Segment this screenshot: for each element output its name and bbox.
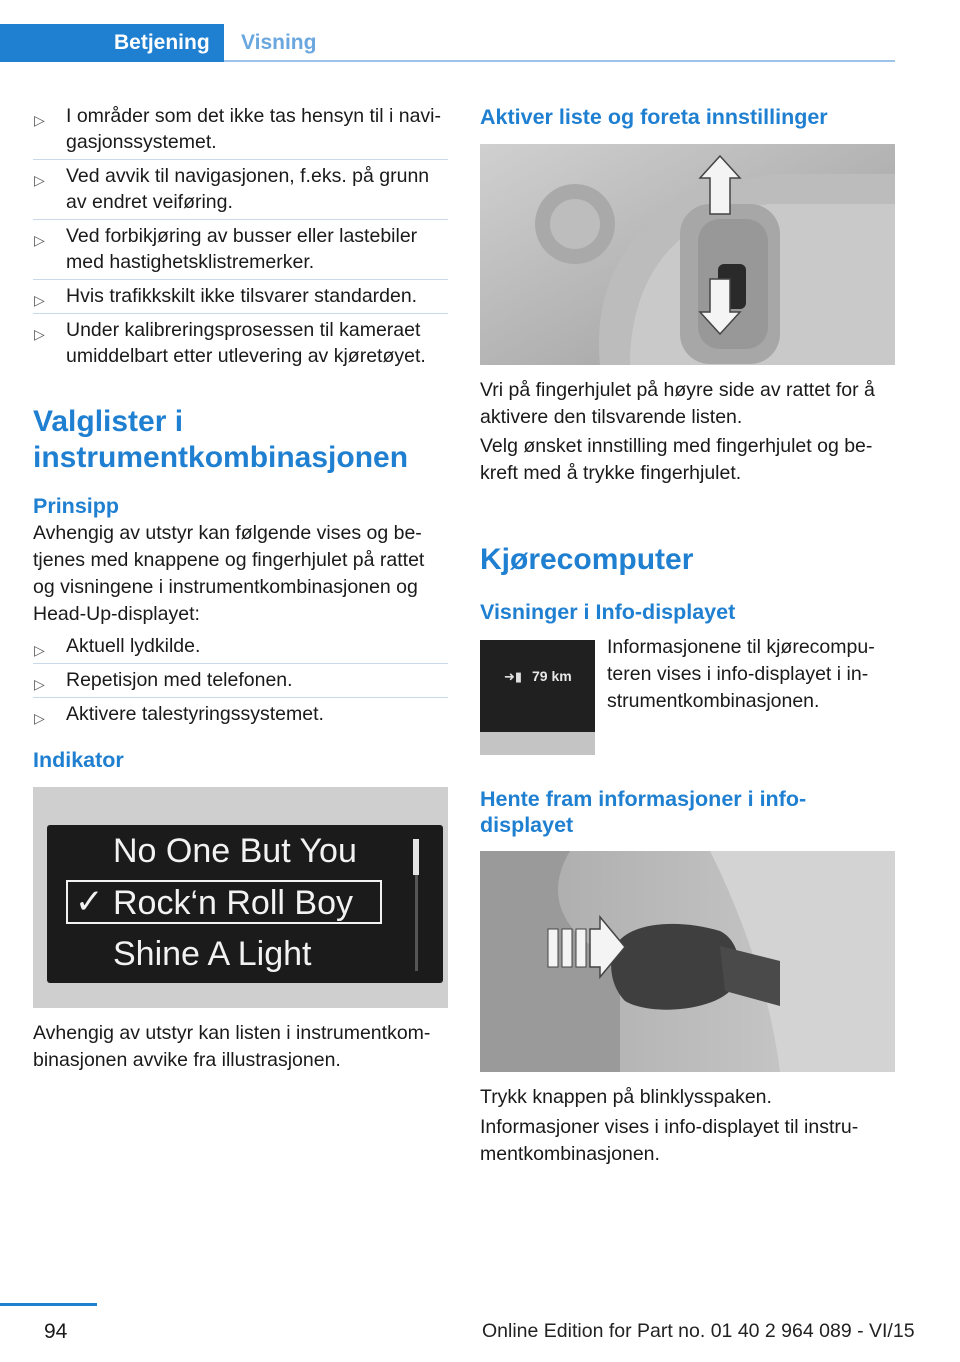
info-display-illustration (480, 640, 595, 755)
display-item-1: No One But You (113, 832, 357, 870)
subsection-title-visninger: Visninger i Info-displayet (480, 600, 736, 624)
info-display-screen (480, 640, 595, 732)
range-readout: 79 km (532, 668, 572, 684)
subsection-title-aktiver: Aktiver liste og foreta innstillinger (480, 105, 828, 129)
steering-wheel-illustration (480, 144, 895, 365)
list-item: ▷ Aktivere talestyringssystemet. (33, 698, 448, 731)
indikator-paragraph: Avhengig av utstyr kan listen i instrumentkom-binasjonen avvike fra illustrasjonen. (33, 1022, 431, 1071)
triangle-right-icon: ▷ (34, 710, 45, 726)
triangle-right-icon: ▷ (34, 292, 45, 308)
section-title-kjorecomputer: Kjørecomputer (480, 543, 694, 576)
visninger-paragraph: Informasjonene til kjørecompu-teren vises i info-displayet i in-strumentkombinasjonen. (607, 636, 875, 712)
tab-betjening[interactable]: Betjening (0, 24, 224, 62)
stalk-drawing (480, 851, 895, 1072)
list-item: ▷ Under kalibreringsprosessen til kameraet umiddelbart etter utlevering av kjøretøyet. (34, 319, 426, 367)
triangle-right-icon: ▷ (34, 172, 45, 188)
steering-wheel-drawing (480, 144, 895, 365)
bullet-list-top (33, 100, 448, 373)
triangle-right-icon: ▷ (34, 232, 45, 248)
display-list-illustration (33, 787, 448, 1008)
subsection-title-prinsipp: Prinsipp (33, 494, 120, 518)
bullet-list-mid (33, 630, 448, 731)
list-item: ▷ Repetisjon med telefonen. (33, 664, 448, 698)
aktiver-paragraph-1: Vri på fingerhjulet på høyre side av rattet for å aktivere den tilsvarende listen. (480, 379, 875, 428)
checkmark-icon: ✓ (75, 883, 104, 921)
triangle-right-icon: ▷ (34, 326, 45, 342)
fuel-pump-icon: ➜▮ (504, 669, 523, 684)
tab-visning[interactable]: Visning (241, 31, 317, 54)
display-item-3: Shine A Light (113, 935, 312, 973)
page-header (0, 0, 960, 62)
list-item: ▷ Aktuell lydkilde. (33, 630, 448, 664)
footer-divider (0, 1303, 97, 1306)
triangle-right-icon: ▷ (34, 642, 45, 658)
subsection-title-indikator: Indikator (33, 748, 124, 772)
list-item: ▷ Hvis trafikkskilt ikke tilsvarer standarden. (33, 280, 448, 314)
hente-paragraph-1: Trykk knappen på blinklysspaken. (480, 1086, 772, 1108)
list-item: ▷ I områder som det ikke tas hensyn til i navi-gasjonssystemet. (33, 100, 448, 160)
list-item: ▷ Ved forbikjøring av busser eller lastebiler med hastighetsklistremerker. (33, 220, 448, 280)
page-number: 94 (44, 1320, 68, 1343)
scrollbar-thumb (413, 839, 419, 875)
list-item: ▷ Ved avvik til navigasjonen, f.eks. på grunn av endret veiføring. (33, 160, 448, 220)
triangle-right-icon: ▷ (34, 112, 45, 128)
header-divider (224, 60, 895, 62)
subsection-title-hente: Hente fram informasjoner i info-displayet (480, 787, 807, 837)
edition-info: Online Edition for Part no. 01 40 2 964 089 - VI/15 (482, 1320, 915, 1342)
triangle-right-icon: ▷ (34, 676, 45, 692)
turn-signal-stalk-illustration (480, 851, 895, 1072)
section-title-valglister: Valglister i instrumentkombinasjonen (33, 405, 409, 474)
aktiver-paragraph-2: Velg ønsket innstilling med fingerhjulet og be-kreft med å trykke fingerhjulet. (480, 435, 873, 484)
display-item-2: Rock‘n Roll Boy (113, 884, 353, 922)
hente-paragraph-2: Informasjoner vises i info-displayet til instru-mentkombinasjonen. (480, 1116, 859, 1165)
prinsipp-paragraph: Avhengig av utstyr kan følgende vises og be-tjenes med knappene og fingerhjulet på rattet og visningene i instrumentkombinasjonen og Head-Up-displayet: (33, 522, 425, 625)
